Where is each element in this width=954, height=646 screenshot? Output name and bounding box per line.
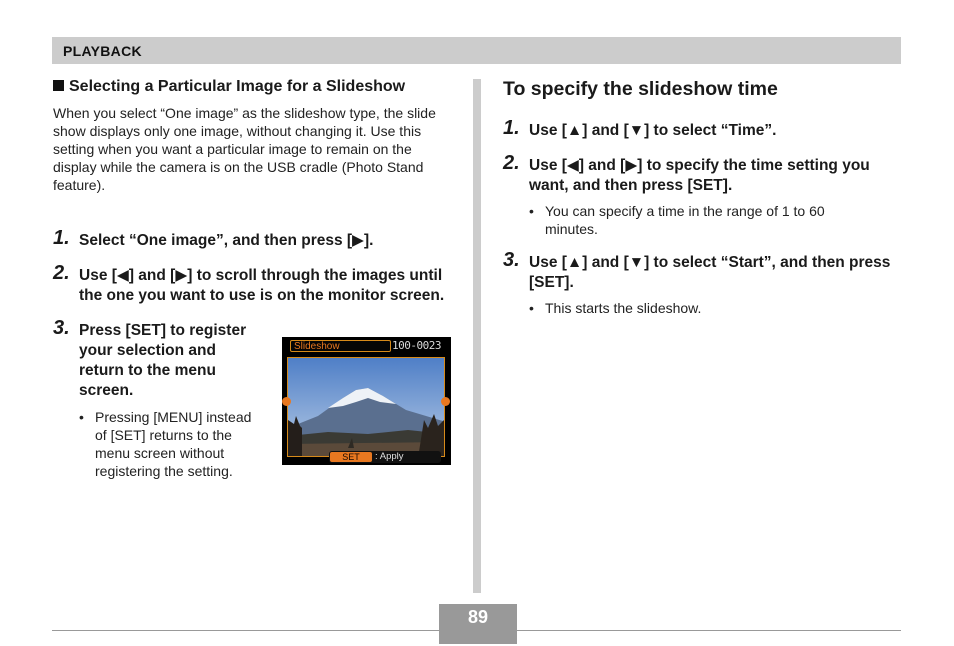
- section-name: PLAYBACK: [63, 43, 142, 59]
- right-section-title: To specify the slideshow time: [503, 78, 778, 100]
- step-number: 1.: [53, 227, 70, 249]
- step-number: 3.: [53, 317, 70, 339]
- square-bullet-icon: [53, 80, 64, 91]
- right-step-3: [503, 249, 899, 293]
- note-text: You can specify a time in the range of 1 to 60 minutes.: [545, 203, 825, 237]
- file-counter: 100-0023: [392, 339, 441, 352]
- image-preview-frame: [287, 357, 445, 457]
- apply-label: : Apply: [375, 451, 404, 462]
- step-number: 2.: [53, 262, 70, 284]
- step-number: 1.: [503, 117, 520, 139]
- right-step-3-note: [503, 299, 870, 317]
- right-step-1: [503, 117, 899, 141]
- section-header-bar: [52, 37, 901, 64]
- mountain-photo: [288, 358, 445, 457]
- page-number: 89: [467, 607, 489, 627]
- left-step-3: [53, 317, 259, 401]
- step-number: 3.: [503, 249, 520, 271]
- left-section-title: Selecting a Particular Image for a Slideshow: [53, 78, 453, 96]
- arrow-left-icon: [282, 397, 291, 406]
- bullet-dot-icon: •: [529, 300, 534, 316]
- step-text: Select “One image”, and then press [▶].: [79, 232, 374, 249]
- left-step-1: [53, 227, 449, 251]
- note-text: Pressing [MENU] instead of [SET] returns to the menu screen without registering the setting.: [95, 409, 252, 479]
- note-text: This starts the slideshow.: [545, 300, 702, 316]
- step-text: Use [▲] and [▼] to select “Time”.: [529, 122, 777, 139]
- bullet-dot-icon: •: [79, 409, 84, 425]
- left-intro-text: When you select “One image” as the slideshow type, the slide show displays only one image, without changing it. Use this setting when you want a particular image to remain on the display while the camera is on the USB cradle (Photo Stand feature).: [53, 105, 436, 193]
- right-column: [503, 78, 891, 317]
- bullet-dot-icon: •: [529, 203, 534, 219]
- camera-screen-illustration: [282, 337, 451, 465]
- set-button-chip: SET: [330, 452, 372, 462]
- left-step-3-note: [53, 408, 260, 480]
- left-step-2: [53, 262, 449, 306]
- arrow-right-icon: [441, 397, 450, 406]
- right-step-2: [503, 152, 899, 196]
- slideshow-menu-label: Slideshow: [290, 340, 391, 352]
- step-text: Use [◀] and [▶] to scroll through the images until the one you want to use is on the monitor screen.: [79, 267, 445, 304]
- column-divider: [473, 79, 481, 593]
- right-step-2-note: [503, 202, 870, 238]
- page-number-box: [439, 604, 517, 644]
- step-text: Use [◀] and [▶] to specify the time setting you want, and then press [SET].: [529, 157, 870, 194]
- step-number: 2.: [503, 152, 520, 174]
- step-text: Use [▲] and [▼] to select “Start”, and then press [SET].: [529, 254, 891, 291]
- step-text: Press [SET] to register your selection and return to the menu screen.: [79, 322, 247, 399]
